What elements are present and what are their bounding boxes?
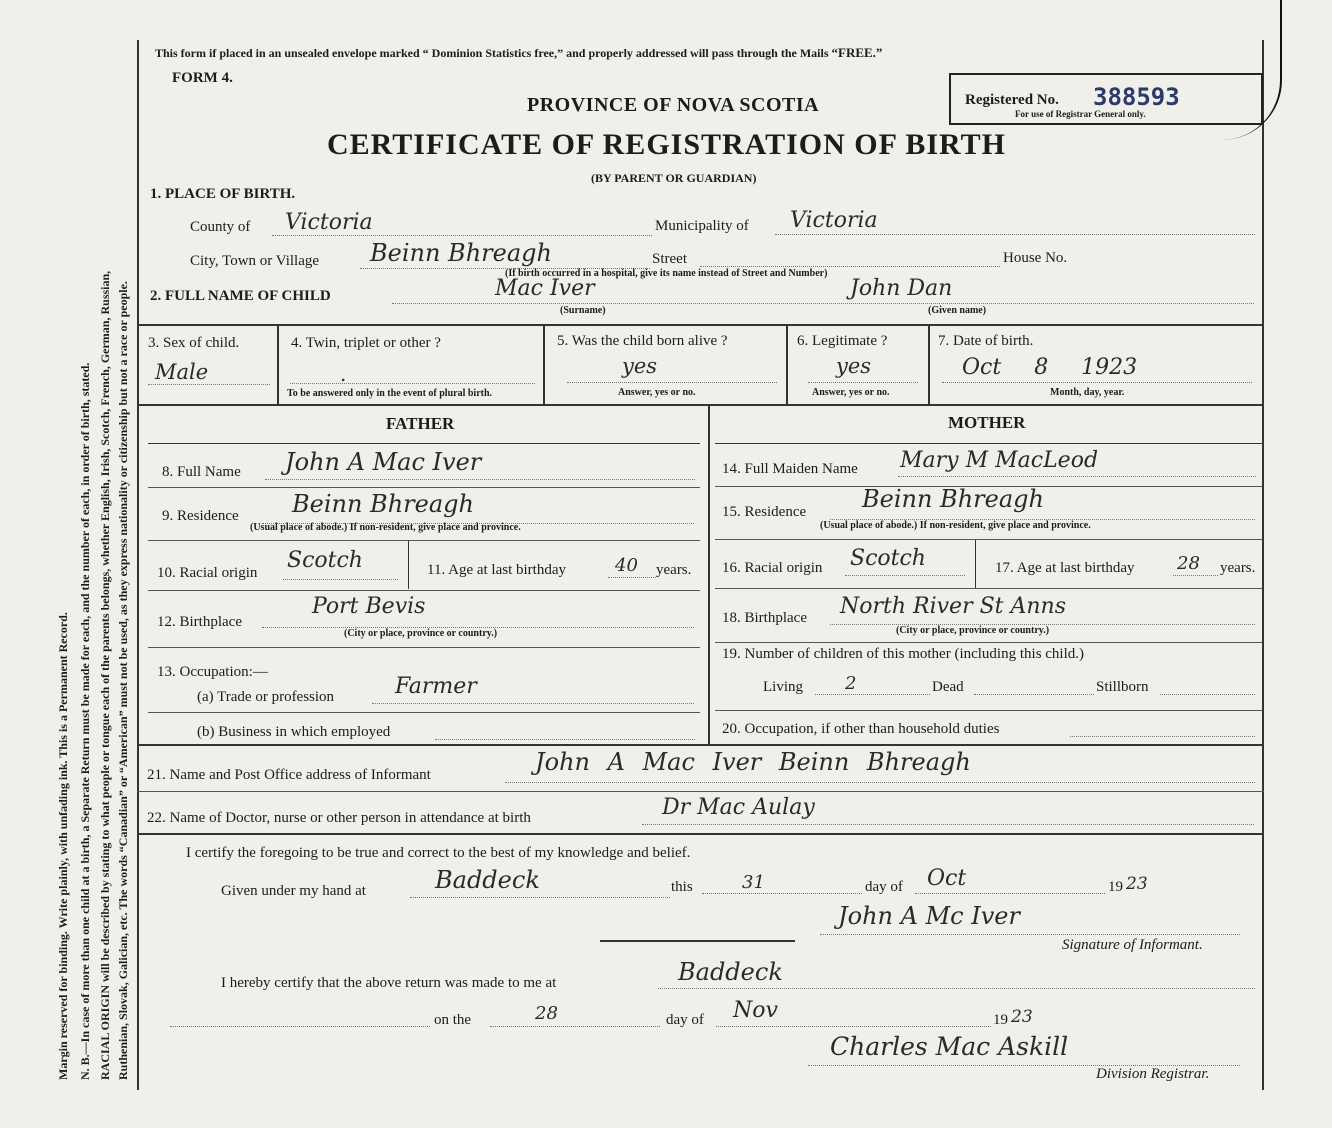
dob-value: Oct 8 1923 [962, 355, 1138, 380]
informant-signature: John A Mc Iver [838, 902, 1020, 930]
province-heading: PROVINCE OF NOVA SCOTIA [527, 94, 820, 116]
dob-label: 7. Date of birth. [938, 333, 1034, 349]
side-note-racial-origin: RACIAL ORIGIN will be described by stating to what people or tongue each of the parents belongs, whether English, Irish, Scotch, French, German, Russian, [98, 270, 112, 1080]
registrar-note: For use of Registrar General only. [1015, 109, 1146, 119]
city-label: City, Town or Village [190, 253, 320, 269]
this-label: this [671, 879, 693, 895]
children-count-label: 19. Number of children of this mother (including this child.) [722, 646, 1085, 662]
mother-birthplace-note: (City or place, province or country.) [896, 625, 1050, 636]
cert-year-prefix: 19 [1108, 879, 1123, 895]
city-value: Beinn Bhreagh [370, 239, 552, 267]
father-residence-value: Beinn Bhreagh [292, 490, 474, 518]
reg-dayof-label: day of [666, 1012, 704, 1028]
mother-heading: MOTHER [948, 413, 1026, 432]
signature-label: Signature of Informant. [1062, 937, 1203, 953]
informant-value: John A Mac Iver Beinn Bhreagh [535, 748, 971, 776]
mailing-notice: This form if placed in an unsealed envelope marked “ Dominion Statistics free,” and properly addressed will pass through the Mails “FREE.” [155, 45, 883, 60]
mother-occupation-label: 20. Occupation, if other than household duties [722, 721, 1000, 737]
mother-birthplace-label: 18. Birthplace [722, 610, 807, 626]
county-label: County of [190, 219, 251, 235]
father-name-label: 8. Full Name [162, 464, 241, 480]
father-name-value: John A Mac Iver [285, 448, 482, 476]
side-note-binding: Margin reserved for binding. Write plainly, with unfading ink. This is a Permanent Record. [56, 612, 70, 1080]
sex-label: 3. Sex of child. [148, 335, 240, 351]
reg-day-value: 28 [535, 1003, 558, 1024]
father-residence-label: 9. Residence [162, 508, 239, 524]
doctor-label: 22. Name of Doctor, nurse or other person in attendance at birth [147, 810, 531, 826]
registrar-label: Division Registrar. [1096, 1066, 1210, 1082]
legitimate-note: Answer, yes or no. [812, 387, 890, 398]
father-race-label: 10. Racial origin [157, 565, 258, 581]
registrar-signature: Charles Mac Askill [830, 1032, 1069, 1061]
municipality-value: Victoria [790, 208, 878, 233]
form-number: FORM 4. [172, 70, 233, 86]
mother-residence-label: 15. Residence [722, 504, 807, 520]
mother-age-label: 17. Age at last birthday [995, 560, 1135, 576]
father-occupation-label: 13. Occupation:— [157, 664, 268, 680]
father-age-value: 40 [615, 555, 638, 576]
trade-value: Farmer [395, 674, 477, 699]
mother-race-label: 16. Racial origin [722, 560, 823, 576]
legitimate-label: 6. Legitimate ? [797, 333, 888, 349]
reg-year-suffix: 23 [1011, 1007, 1033, 1027]
father-birthplace-label: 12. Birthplace [157, 614, 242, 630]
cert-day-value: 31 [742, 872, 765, 893]
stillborn-label: Stillborn [1096, 679, 1149, 695]
hereby-place-value: Baddeck [678, 958, 783, 986]
mother-age-value: 28 [1177, 553, 1200, 574]
living-label: Living [763, 679, 803, 695]
dead-label: Dead [932, 679, 964, 695]
business-label: (b) Business in which employed [197, 724, 391, 740]
reg-month-value: Nov [733, 998, 778, 1023]
child-surname: Mac Iver [495, 276, 595, 301]
father-age-unit: years. [656, 562, 692, 578]
father-residence-note: (Usual place of abode.) If non-resident, give place and province. [250, 522, 521, 533]
municipality-label: Municipality of [655, 218, 749, 234]
father-age-label: 11. Age at last birthday [427, 562, 566, 578]
on-the-label: on the [434, 1012, 472, 1028]
mother-name-value: Mary M MacLeod [900, 448, 1099, 473]
side-note-multiple-births: N. B.—In case of more than one child at a birth, a Separate Return must be made for each, and the number of each, in order of birth, stated. [78, 362, 92, 1080]
street-label: Street [652, 251, 687, 267]
dayof-label: day of [865, 879, 903, 895]
hereby-certify-label: I hereby certify that the above return was made to me at [221, 975, 557, 991]
father-birthplace-value: Port Bevis [312, 594, 426, 619]
alive-label: 5. Was the child born alive ? [557, 333, 728, 349]
county-value: Victoria [285, 210, 373, 235]
mother-birthplace-value: North River St Anns [840, 594, 1066, 619]
twin-value: . [340, 362, 347, 386]
surname-note: (Surname) [560, 305, 606, 316]
father-birthplace-note: (City or place, province or country.) [344, 628, 498, 639]
cert-month-value: Oct [927, 866, 967, 891]
twin-note: To be answered only in the event of plural birth. [287, 388, 493, 399]
mother-name-label: 14. Full Maiden Name [722, 461, 858, 477]
page-title: CERTIFICATE OF REGISTRATION OF BIRTH [327, 128, 1006, 161]
mother-age-unit: years. [1220, 560, 1256, 576]
dob-note: Month, day, year. [1050, 387, 1125, 398]
cert-year-suffix: 23 [1126, 874, 1148, 894]
father-heading: FATHER [386, 414, 455, 433]
registered-label: Registered No. [965, 92, 1059, 108]
side-note-racial-origin-cont: Ruthenian, Slovak, Galician, etc. The words “Canadian” or “American” must not be used, as they express nationality or citizenship but not a race or people. [116, 281, 130, 1080]
father-race-value: Scotch [287, 548, 363, 573]
trade-label: (a) Trade or profession [197, 689, 335, 705]
registered-number: 388593 [1093, 83, 1180, 111]
page-subtitle: (BY PARENT OR GUARDIAN) [591, 171, 757, 185]
given-name-note: (Given name) [928, 305, 987, 316]
left-border [137, 40, 139, 1090]
legitimate-value: yes [836, 354, 872, 378]
sex-value: Male [155, 360, 209, 384]
living-value: 2 [845, 673, 857, 694]
alive-value: yes [622, 354, 658, 378]
twin-label: 4. Twin, triplet or other ? [291, 335, 441, 351]
child-name-label: 2. FULL NAME OF CHILD [150, 288, 331, 304]
doctor-value: Dr Mac Aulay [662, 795, 815, 820]
house-no-label: House No. [1003, 250, 1068, 266]
alive-note: Answer, yes or no. [618, 387, 696, 398]
certify-statement: I certify the foregoing to be true and correct to the best of my knowledge and belief. [186, 845, 691, 861]
informant-label: 21. Name and Post Office address of Informant [147, 767, 431, 783]
mother-residence-note: (Usual place of abode.) If non-resident, give place and province. [820, 520, 1091, 531]
given-under-label: Given under my hand at [221, 883, 366, 899]
place-heading: 1. PLACE OF BIRTH. [150, 186, 296, 202]
mother-residence-value: Beinn Bhreagh [862, 485, 1044, 513]
reg-year-prefix: 19 [993, 1012, 1008, 1028]
right-border [1262, 40, 1264, 1090]
mother-race-value: Scotch [850, 546, 926, 571]
hospital-note: (If birth occurred in a hospital, give its name instead of Street and Number) [505, 268, 828, 279]
given-place-value: Baddeck [435, 866, 540, 894]
child-given-name: John Dan [850, 276, 953, 301]
